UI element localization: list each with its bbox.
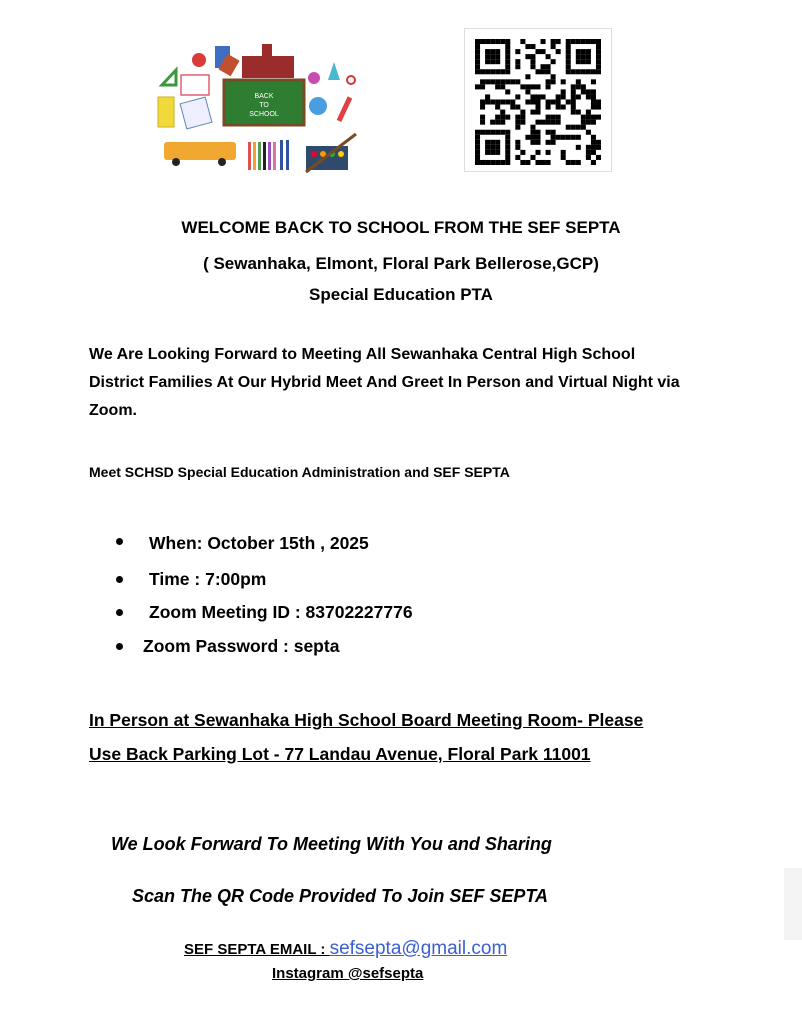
svg-text:TO: TO xyxy=(259,102,269,109)
email-label: SEF SEPTA EMAIL : xyxy=(184,941,330,958)
closing-line: We Look Forward To Meeting With You and Sharing xyxy=(111,834,552,854)
join-qr-code[interactable] xyxy=(464,28,612,172)
email-link[interactable]: sefsepta@gmail.com xyxy=(329,938,508,959)
svg-text:BACK: BACK xyxy=(254,93,274,100)
page-subtitle: ( Sewanhaka, Elmont, Floral Park Bellerose,GCP) xyxy=(203,254,599,273)
detail-when: When: October 15th , 2025 xyxy=(149,533,369,553)
org-name: Special Education PTA xyxy=(309,285,493,304)
bullet-icon xyxy=(116,643,123,650)
detail-time: Time : 7:00pm xyxy=(149,569,267,589)
bullet-icon xyxy=(116,609,123,616)
page-title: WELCOME BACK TO SCHOOL FROM THE SEF SEPTA xyxy=(181,218,621,237)
bullet-icon xyxy=(116,538,123,545)
qr-instruction: Scan The QR Code Provided To Join SEF SEPTA xyxy=(132,886,549,906)
instagram-handle[interactable]: Instagram @sefsepta xyxy=(272,965,424,982)
detail-zoom-id: Zoom Meeting ID : 83702227776 xyxy=(149,602,413,622)
back-to-school-clipart xyxy=(156,42,360,174)
location-text: In Person at Sewanhaka High School Board Meeting Room- Please Use Back Parking Lot - 77 Landau Avenue, Floral Park 11001 xyxy=(89,710,644,764)
intro-paragraph: We Are Looking Forward to Meeting All Sewanhaka Central High School District Families At Our Hybrid Meet And Greet In Person and Virtual Night via Zoom. xyxy=(89,346,680,419)
detail-zoom-password: Zoom Password : septa xyxy=(143,636,340,656)
bullet-icon xyxy=(116,576,123,583)
email-row xyxy=(184,938,507,960)
svg-text:SCHOOL: SCHOOL xyxy=(249,111,279,118)
scroll-edge xyxy=(784,868,802,940)
meet-line: Meet SCHSD Special Education Administration and SEF SEPTA xyxy=(89,464,510,480)
